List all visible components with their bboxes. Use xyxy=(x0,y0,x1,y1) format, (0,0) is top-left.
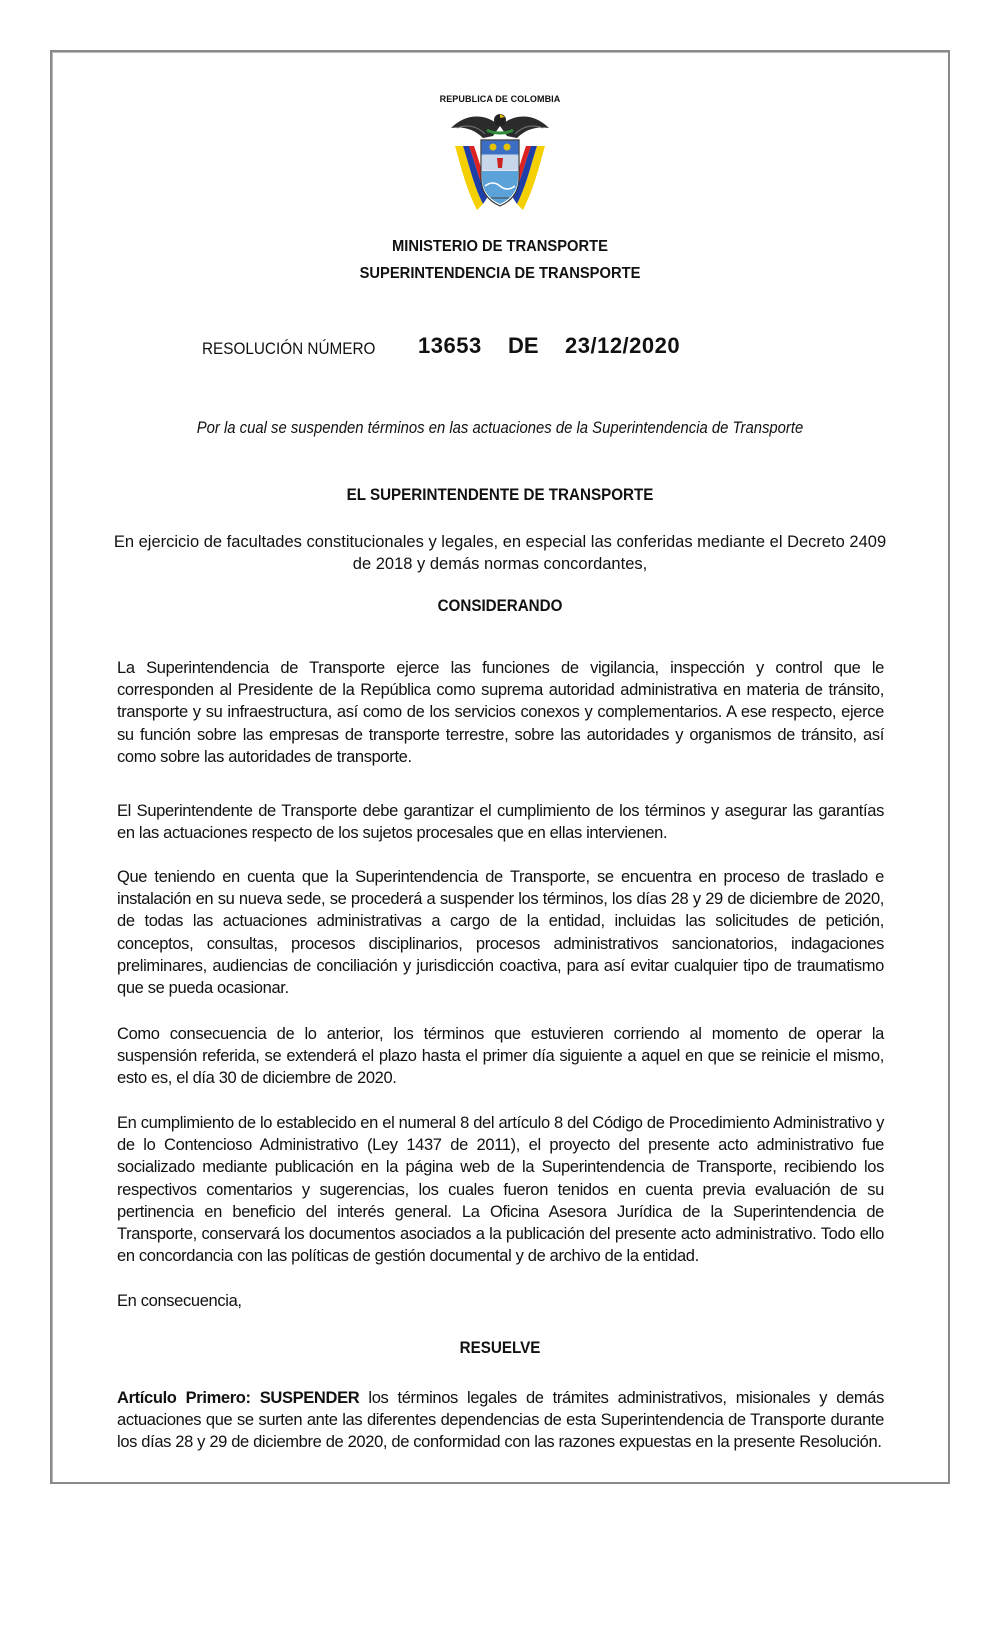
colombia-coat-of-arms-icon xyxy=(447,106,553,224)
country-name: REPUBLICA DE COLOMBIA xyxy=(439,94,561,104)
considerando-paragraph-3: Que teniendo en cuenta que la Superintendencia de Transporte, se encuentra en proceso de traslado e instalación en su nueva sede, se procederá a suspender los términos, los días 28 y 29 de diciembre de 2020, de todas las actuaciones administrativas a cargo de la entidad, incluidas las solicitudes de petición, conceptos, consultas, procesos disciplinarios, procesos administrativos sancionatorios, indagaciones preliminares, audiencias de conciliación y jurisdicción coactiva, para así evitar cualquier tipo de traumatismo que se pueda ocasionar. xyxy=(117,868,884,998)
resolution-label: RESOLUCIÓN NÚMERO xyxy=(202,339,376,358)
ministry-heading xyxy=(40,233,960,287)
article-one-verb: SUSPENDER xyxy=(259,1389,360,1407)
considerando-paragraph-6: En consecuencia, xyxy=(117,1292,242,1310)
resolution-line xyxy=(202,333,762,363)
resolution-de: DE xyxy=(508,333,539,358)
authority-title: EL SUPERINTENDENTE DE TRANSPORTE xyxy=(346,486,654,504)
considerando-paragraph-2: El Superintendente de Transporte debe garantizar el cumplimiento de los términos y asegurar las garantías en las actuaciones respecto de los sujetos procesales que en ellas intervienen. xyxy=(117,802,884,843)
considerando-paragraph-4: Como consecuencia de lo anterior, los términos que estuvieren corriendo al momento de operar la suspensión referida, se extenderá el plazo hasta el primer día siguiente a aquel en que se reinicie el mismo, esto es, el día 30 de diciembre de 2020. xyxy=(117,1025,884,1088)
ministry-name: MINISTERIO DE TRANSPORTE xyxy=(392,238,608,255)
resolution-number: 13653 xyxy=(418,333,482,358)
considerando-paragraph-1: La Superintendencia de Transporte ejerce las funciones de vigilancia, inspección y control que le corresponden al Presidente de la República como suprema autoridad administrativa en materia de tránsito, transporte y su infraestructura, así como de los servicios conexos y complementarios. A ese respecto, ejerce su función sobre las empresas de transporte terrestre, sobre las autoridades y organismos de tránsito, así como sobre las autoridades de transporte. xyxy=(117,659,884,766)
superintendency-name: SUPERINTENDENCIA DE TRANSPORTE xyxy=(359,265,641,282)
article-one-label: Artículo Primero: xyxy=(117,1389,251,1407)
authority-powers: En ejercicio de facultades constitucionales y legales, en especial las conferidas mediante el Decreto 2409 de 2018 y demás normas concordantes, xyxy=(113,533,887,573)
article-one-text: los términos legales de trámites administrativos, misionales y demás actuaciones que se surten ante las diferentes dependencias de esta Superintendencia de Transporte durante los días 28 y 29 de diciembre de 2020, de conformidad con las razones expuestas en la presente Resolución. xyxy=(117,1389,884,1452)
considerando-paragraph-5: En cumplimiento de lo establecido en el numeral 8 del artículo 8 del Código de Procedimiento Administrativo y de lo Contencioso Administrativo (Ley 1437 de 2011), el proyecto del presente acto administrativo fue socializado mediante publicación en la página web de la Superintendencia de Transporte, recibiendo los respectivos comentarios y sugerencias, los cuales fueron tenidos en cuenta previa evaluación de su pertinencia en beneficio del interés general. La Oficina Asesora Jurídica de la Superintendencia de Transporte, conservará los documentos asociados a la publicación del presente acto administrativo. Todo ello en concordancia con las políticas de gestión documental y de archivo de la entidad. xyxy=(117,1114,884,1266)
considerando-title: CONSIDERANDO xyxy=(437,597,563,615)
resuelve-title: RESUELVE xyxy=(459,1339,541,1357)
resolution-date: 23/12/2020 xyxy=(565,333,681,358)
article-one xyxy=(117,1387,884,1454)
resolution-subtitle: Por la cual se suspenden términos en las actuaciones de la Superintendencia de Transporte xyxy=(196,419,804,437)
